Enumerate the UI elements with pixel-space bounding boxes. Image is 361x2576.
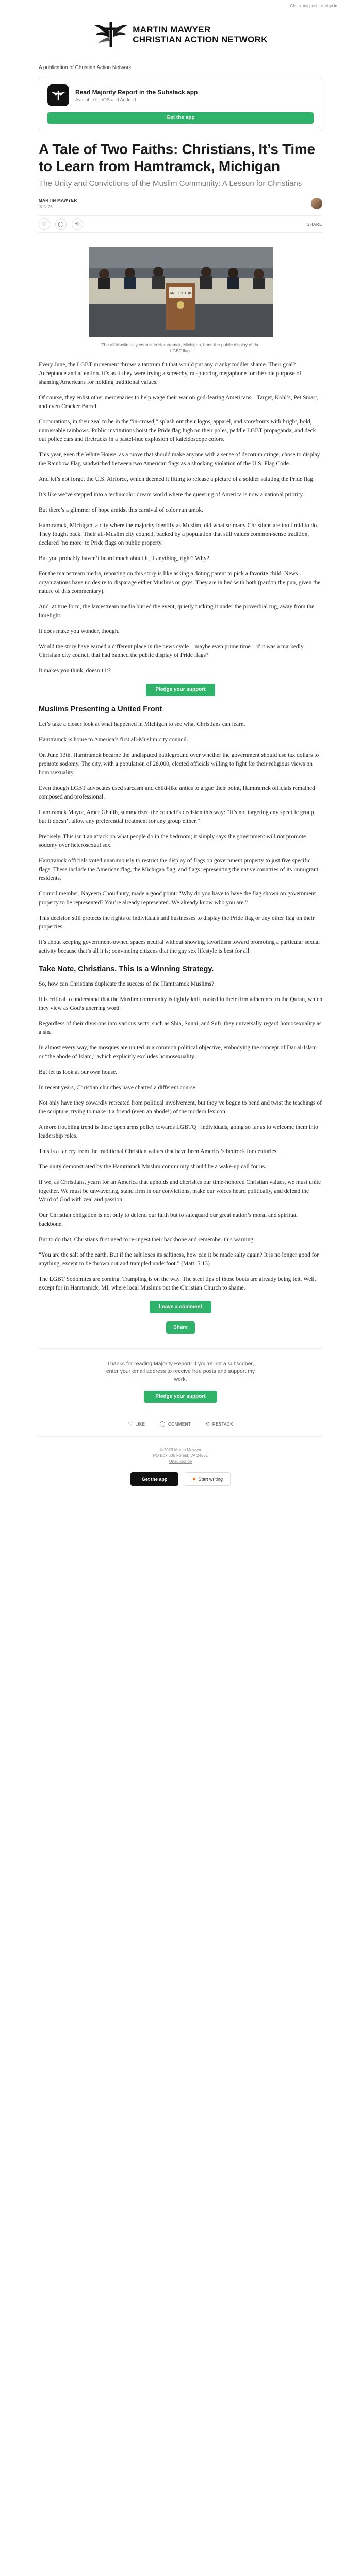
paragraph: Corporations, in their zeal to be in the “in-crowd,” splash out their logos, apparel, and storefronts with bright, bold, unmissable rainbows. Public institutions hoist the Pride flag high on their poles, peddle LGBT propaganda, and deck out police cars and firetrucks in a pastel-hue explosion of kaleidoscope colors. <box>39 419 316 443</box>
paragraph: Let’s take a closer look at what happened in Michigan to see what Christians can learn. <box>39 721 245 727</box>
claim-signin-links <box>289 4 337 8</box>
paragraph: But to do that, Christians first need to re-ingest their backbone and remember this warning: <box>39 1236 255 1243</box>
paragraph: Precisely. This isn’t an attack on what people do in the bedroom; it simply says the government will not promote sodomy over heterosexual sex. <box>39 834 306 849</box>
author-name[interactable]: MARTIN MAWYER <box>39 198 77 203</box>
publication-header <box>39 11 322 62</box>
paragraph: But let us look at our own house. <box>39 1069 118 1075</box>
start-writing-label: Start writing <box>198 1477 223 1482</box>
pencil-icon: ▪ <box>192 1477 196 1482</box>
flag-code-link[interactable]: U.S. Flag Code <box>252 461 289 467</box>
like-label: LIKE <box>135 1422 145 1427</box>
paragraph: So, how can Christians duplicate the success of the Hamtramck Muslims? <box>39 981 215 987</box>
council-meeting-photo <box>89 247 273 337</box>
paragraph: The unity demonstrated by the Hamtramck Muslim community should be a wake-up call for us. <box>39 1164 267 1170</box>
subscribe-pledge-button[interactable]: Pledge your support <box>144 1391 217 1403</box>
comment-label: COMMENT <box>168 1422 191 1427</box>
start-writing-button[interactable] <box>185 1472 231 1486</box>
app-promo-title: Read Majority Report in the Substack app <box>75 88 198 96</box>
footer-copyright: © 2023 Martin Mawyer <box>159 1448 202 1452</box>
paragraph: But you probably haven’t heard much about it, if anything, right? Why? <box>39 555 209 562</box>
restack-label: RESTACK <box>212 1422 233 1427</box>
share-post-button[interactable]: Share <box>166 1321 195 1334</box>
paragraph: Our Christian obligation is not only to defend our faith but to safeguard our great nation’s moral and spiritual backbone. <box>39 1212 298 1227</box>
bottom-restack-button[interactable] <box>205 1421 233 1427</box>
bottom-comment-button[interactable] <box>159 1421 191 1427</box>
paragraph: And let’s not forget the U.S. Airforce, which deemed it fitting to release a picture of a soldier saluting the Pride flag. <box>39 476 315 482</box>
post-date: JUN 26 <box>39 204 53 209</box>
wings-app-icon <box>52 90 65 101</box>
or-text: or <box>319 4 323 8</box>
top-bar <box>0 0 361 11</box>
publication-line: A publication of Christian Action Network <box>39 65 132 71</box>
paragraph: In almost every way, the mosques are united in a common political objective, embodying the concept of Dar al-Islam or “the abode of Islam,” which explicitly excludes homosexuality. <box>39 1045 317 1060</box>
paragraph: This decision still protects the rights of individuals and businesses to display the Pride flag or any other flag on their properties. <box>39 915 315 930</box>
subscribe-text: Thanks for reading Majority Report! If you’re not a subscriber, enter your email address to receive free posts and support my work. <box>106 1361 255 1382</box>
bible-quote: “You are the salt of the earth. But if the salt loses its saltiness, how can it be made salty again? It is no longer good for anything, except to be thrown out and trampled underfoot.” (Matt. 5:13) <box>39 1252 319 1267</box>
bottom-actions-bar <box>39 1421 322 1437</box>
paragraph: For the mainstream media, reporting on this story is like asking a doting parent to pick a favorite child. News organizations have no desire to disparage either Muslims or gays. They are in bed with both (pardon the pun, given the nature of this commentary). <box>39 571 321 595</box>
footer-get-app-button[interactable]: Get the app <box>130 1472 179 1486</box>
post-body <box>39 361 322 1334</box>
byline <box>39 198 322 209</box>
paragraph: Even though LGBT advocates used sarcasm and child-like antics to argue their point, Hamtramck officials remained composed and professional. <box>39 785 315 800</box>
post-actions-bar <box>39 215 322 233</box>
comment-icon: ◯ <box>159 1421 166 1427</box>
claim-link[interactable]: Claim <box>290 4 301 8</box>
app-icon <box>47 84 69 106</box>
subscribe-box <box>39 1348 322 1403</box>
paragraph: A more troubling trend is these open arms policy towards LGBTQ+ individuals, going so far as to welcome them into leadership roles. <box>39 1124 318 1139</box>
paragraph: If we, as Christians, yearn for an America that upholds and cherishes our time-honored Christian values, we must unite together. We must be unwavering, stand firm in our convictions, make our voices heard politically, and defend the Word of God with zeal and passion. <box>39 1179 321 1203</box>
paragraph: Not only have they cowardly retreated from political involvement, but they’ve begun to bend and twist the teachings of the scripture, trying to make it a friend (even an abode!) of the modern lexicon. <box>39 1100 322 1115</box>
paragraph: And, at true form, the lamestream media buried the event, quietly tucking it under the proverbial rug, away from the limelight. <box>39 604 315 619</box>
post-hero-image[interactable] <box>89 247 273 337</box>
restack-icon: ⟲ <box>205 1421 210 1427</box>
comment-button[interactable] <box>55 218 67 230</box>
claim-post-text: my post <box>303 4 318 8</box>
paragraph: In recent years, Christian churches have charted a different course. <box>39 1084 197 1091</box>
footer-address: PO Box 606 Forest, VA 24551 <box>153 1453 208 1458</box>
paragraph: It makes you think, doesn’t it? <box>39 668 111 674</box>
comment-icon: ◯ <box>58 221 64 227</box>
logo-line-1: MARTIN MAWYER <box>133 25 211 35</box>
post-title: A Tale of Two Faiths: Christians, It’s Time to Learn from Hamtramck, Michigan <box>39 141 315 174</box>
restack-icon: ⟲ <box>75 221 80 227</box>
paragraph: It’s like we’ve stepped into a technicolor dream world where the queering of America is now a national priority. <box>39 492 304 498</box>
paragraph: It is critical to understand that the Muslim community is tightly knit, rooted in their firm adherence to the Quran, which they view as God’s unerring word. <box>39 996 322 1011</box>
paragraph: Hamtramck is home to America’s first all-Muslim city council. <box>39 737 188 743</box>
paragraph-text: This year, even the White House, as a move that should make anyone with a sense of decorum cringe, chose to display the Rainbow Flag sandwiched between two American flags as a shocking violation of the <box>39 452 320 467</box>
like-button[interactable] <box>39 218 50 230</box>
paragraph-text-end: . <box>288 461 290 467</box>
restack-button[interactable] <box>72 218 83 230</box>
app-promo-card <box>39 77 322 131</box>
wings-cross-logo-icon <box>93 19 128 50</box>
leave-comment-button[interactable]: Leave a comment <box>150 1301 211 1313</box>
paragraph: Hamtramck officials voted unanimously to restrict the display of flags on government property to just five specific flags. These include the American flag, the Michigan flag, and flags representing the native countries of its immigrant residents. <box>39 858 319 882</box>
share-button[interactable]: SHARE <box>306 222 322 227</box>
section-heading: Take Note, Christians. This Is a Winning Strategy. <box>39 965 214 973</box>
bottom-app-bar <box>39 1472 322 1486</box>
post-subtitle: The Unity and Convictions of the Muslim Community: A Lesson for Christians <box>39 179 302 188</box>
paragraph: It does make you wonder, though. <box>39 628 120 634</box>
paragraph: Every June, the LGBT movement throws a tantrum fit that would put any cranky toddler shame. Their goal? Acceptance and attention. It’s as if they were trying a screechy, rat-piercing megaphone for the sole purpose of shaming Americans for holding traditional values. <box>39 362 302 385</box>
paragraph: Hamtramck, Michigan, a city where the majority identify as Muslim, did what so many Christians are too timid to do. They fought back. Their all-Muslim city council, backed by a population that still values common-sense tradition, declared ‘no more’ to Pride flags on public property. <box>39 522 318 546</box>
paragraph: The LGBT Sodomites are coming. Trampling is on the way. The steel tips of those boots are already being felt. Well, except for in Hamtramck, MI, where local Muslims put the Christian Church to shame. <box>39 1276 316 1291</box>
section-heading: Muslims Presenting a United Front <box>39 705 162 714</box>
publication-logo[interactable] <box>93 19 268 50</box>
signin-link[interactable]: sign in <box>325 4 337 8</box>
paragraph: Of course, they enlist other mercenaries to help wage their war on god-fearing Americans – Target, Kohl’s, Pet Smart, and even Cracker Barrel. <box>39 395 319 410</box>
paragraph: Would the story have earned a different place in the news cycle – maybe even prime time – if it was a markedly Christian city council that had banned the public display of Pride flags? <box>39 643 304 658</box>
image-caption: The all-Muslim city council in Hamtramck, Michigan, bans the public display of the LGBT flag. <box>101 342 260 353</box>
paragraph: But there’s a glimmer of hope amidst this carnival of color run amok. <box>39 507 204 513</box>
get-app-button[interactable]: Get the app <box>47 112 314 124</box>
logo-line-2: CHRISTIAN ACTION NETWORK <box>133 35 268 44</box>
paragraph: It’s about keeping government-owned spaces neutral without showing favoritism toward promoting a particular sexual activity because that’s all it is; convincing citizens that the gay sex lifestyle is best for all. <box>39 939 320 954</box>
footer <box>39 1447 322 1464</box>
paragraph <box>39 451 322 468</box>
heart-icon: ♡ <box>42 221 47 227</box>
author-avatar[interactable] <box>311 198 322 209</box>
bottom-like-button[interactable] <box>128 1421 145 1427</box>
photo-placard-text: AMER GHALIB <box>169 292 191 295</box>
app-promo-subtitle: Available for iOS and Android <box>75 97 136 103</box>
paragraph: On June 13th, Hamtramck became the undisputed battleground over whether the government should use tax dollars to promote sodomy. The city, with a population of 28,000, elected officials willing to fight for their religious views on homosexuality. <box>39 752 319 776</box>
paragraph: Regardless of their divisions into various sects, such as Shia, Sunni, and Sufi, they universally regard homosexuality as a sin. <box>39 1021 322 1036</box>
paragraph: Hamtramck Mayor, Amer Ghalib, summarized the council’s decision this way: “It’s not targeting any specific group, but it doesn’t allow any preferential treatment for any group either.” <box>39 809 316 824</box>
heart-icon: ♡ <box>128 1421 133 1427</box>
unsubscribe-link[interactable]: Unsubscribe <box>169 1459 192 1464</box>
pledge-support-button[interactable]: Pledge your support <box>146 684 215 696</box>
paragraph: Council member, Nayeem Choudhury, made a good point: “Why do you have to have the flag shown on government property to be represented? You’re already represented. We already know who you are.” <box>39 891 316 906</box>
paragraph: This is a far cry from the traditional Christian values that have been America’s bedrock for centuries. <box>39 1148 278 1155</box>
